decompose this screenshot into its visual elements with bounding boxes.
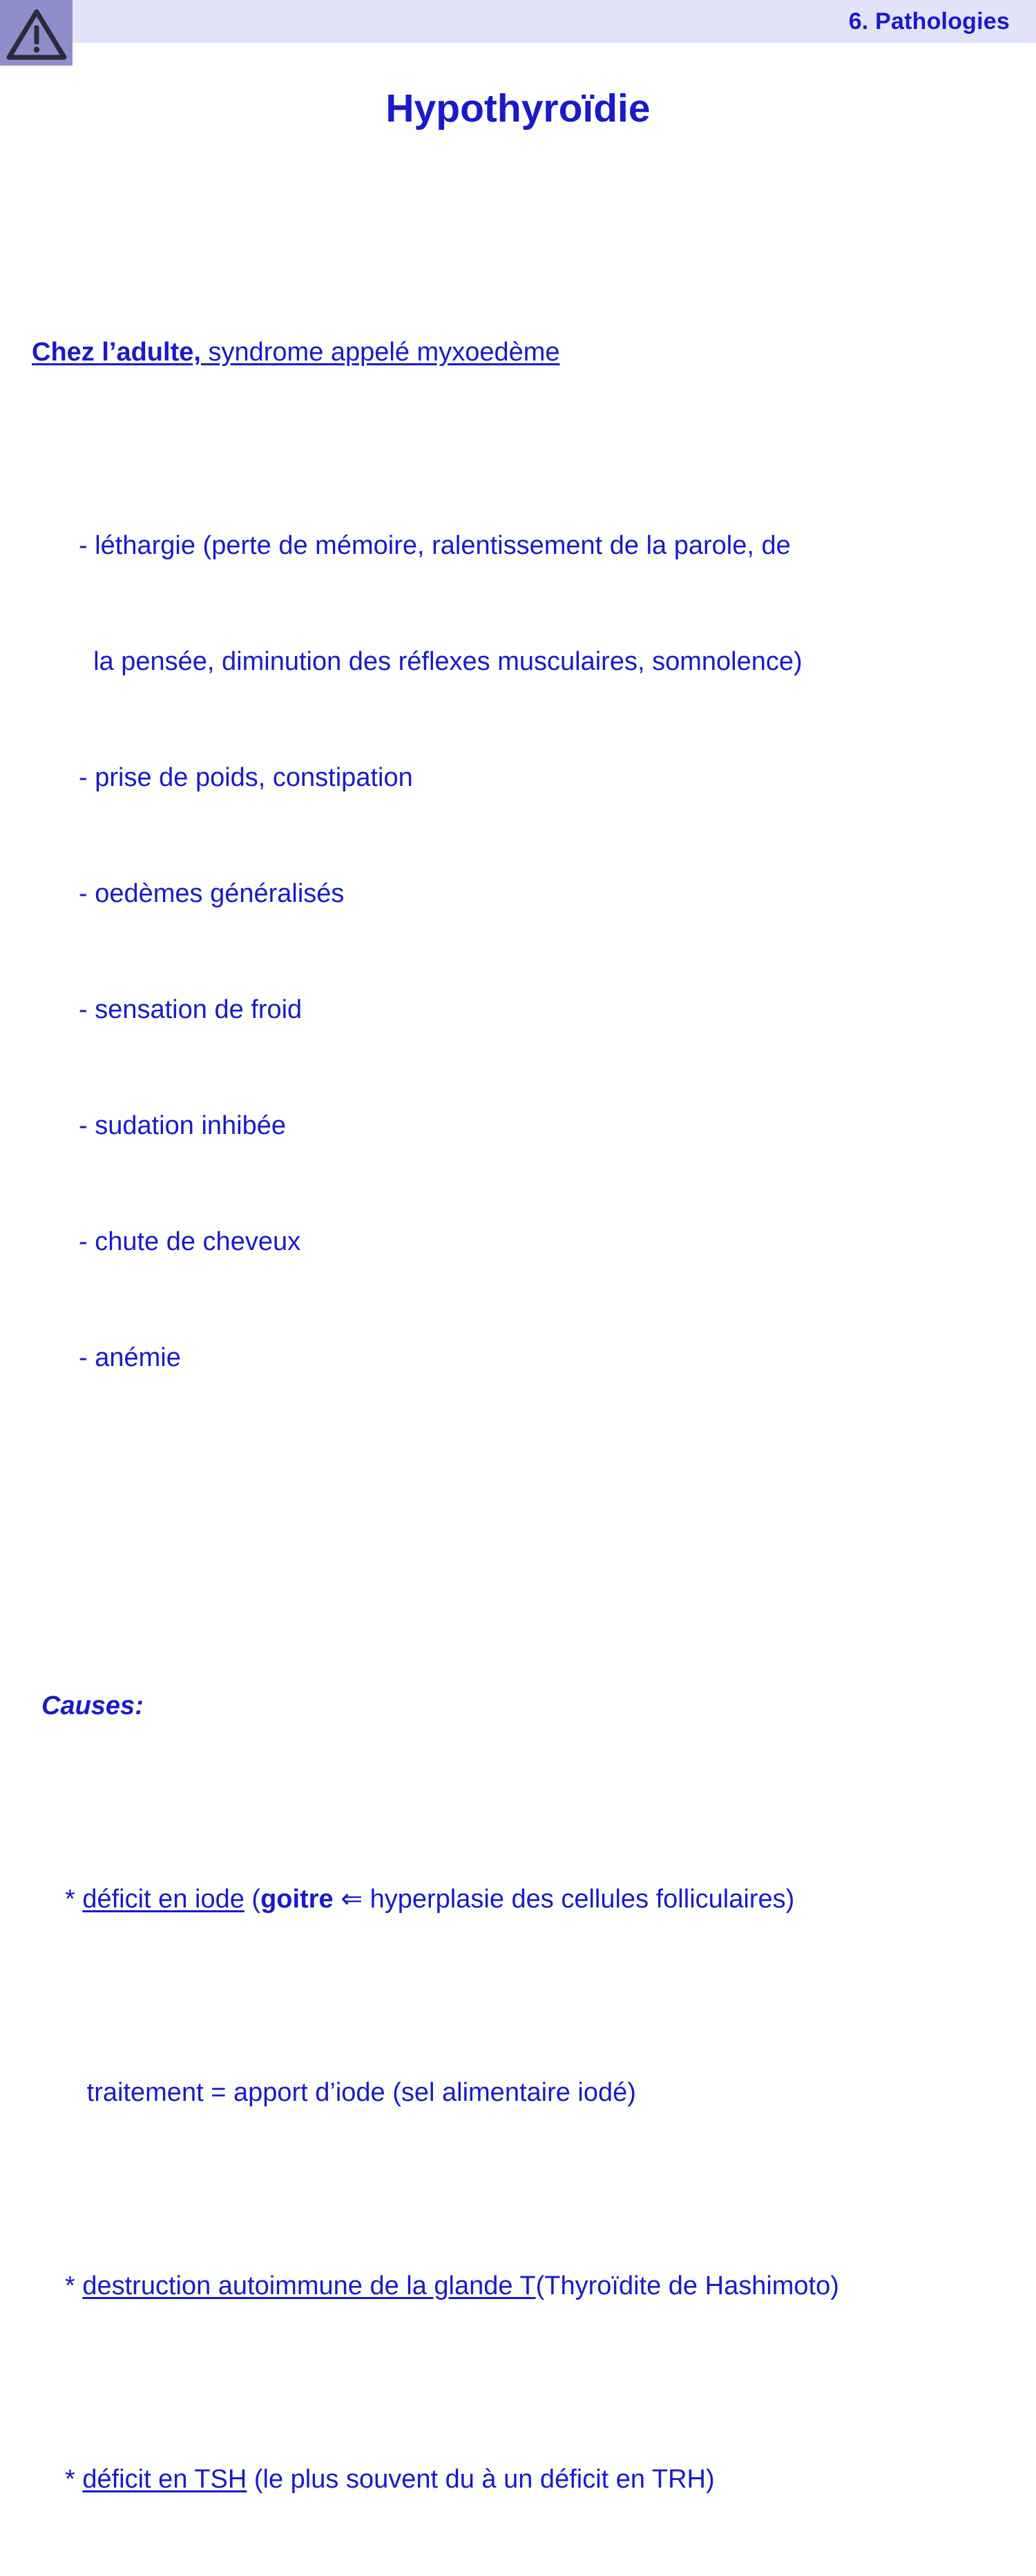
cause-line-1 xyxy=(32,1880,1019,1919)
warning-badge xyxy=(0,0,73,66)
slide-body xyxy=(32,178,1019,2576)
cause-text: (Thyroïdite de Hashimoto) xyxy=(535,2271,839,2300)
leftwards-double-arrow-icon: ⇐ xyxy=(333,1885,370,1914)
symptom-line: - oedèmes généralisés xyxy=(79,879,345,908)
symptom-line: - sensation de froid xyxy=(79,995,303,1024)
cause-term-goitre: goitre xyxy=(260,1885,334,1914)
cause-term-deficit-iode: déficit en iode xyxy=(82,1885,244,1914)
cause-text: ( xyxy=(244,1885,261,1914)
section-title: 6. Pathologies xyxy=(848,8,1010,35)
adult-heading-rest: syndrome appelé myxoedème xyxy=(200,338,560,367)
cause-term-deficit-tsh: déficit en TSH xyxy=(82,2465,247,2494)
cause-text: hyperplasie des cellules folliculaires) xyxy=(370,1885,795,1914)
cause-treatment-line: traitement = apport d’iode (sel alimentaire iodé) xyxy=(65,2078,636,2107)
symptom-line: - prise de poids, constipation xyxy=(79,763,413,792)
symptom-line: - léthargie (perte de mémoire, ralentissement de la parole, de xyxy=(79,531,791,560)
causes-heading: Causes: xyxy=(41,1691,144,1720)
cause-term-destruction-autoimmune: destruction autoimmune de la glande T xyxy=(82,2271,536,2300)
adult-heading-bold: Chez l’adulte, xyxy=(32,338,201,367)
adult-section-heading xyxy=(32,333,1019,372)
cause-marker: * xyxy=(65,2271,83,2300)
page-title: Hypothyroïdie xyxy=(385,86,651,131)
symptom-line: - chute de cheveux xyxy=(79,1227,301,1256)
cause-text: (le plus souvent du à un déficit en TRH) xyxy=(247,2465,715,2494)
symptom-line: - sudation inhibée xyxy=(79,1111,286,1140)
cause-line-3 xyxy=(32,2460,1019,2499)
section-spacer xyxy=(32,1493,1019,1532)
symptom-line: la pensée, diminution des réflexes musculaires, somnolence) xyxy=(79,647,803,676)
cause-marker: * xyxy=(65,2465,83,2494)
cause-line-2 xyxy=(32,2267,1019,2305)
cause-marker: * xyxy=(65,1885,83,1914)
symptom-line: - anémie xyxy=(79,1343,181,1372)
